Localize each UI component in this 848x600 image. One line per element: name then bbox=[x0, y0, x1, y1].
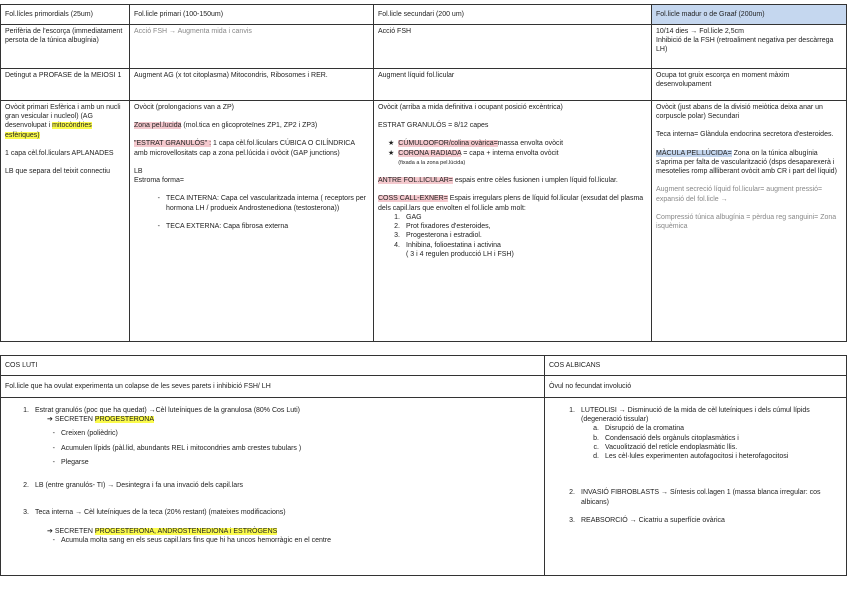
cos-albicans-desc: Òvul no fecundat involució bbox=[545, 376, 847, 398]
primordial-oocyte-text: Ovòcit primari Esfèrica i amb un nucli gran vesicular i nucleol) (AG desenvolupat i mitocòndries esfèriques) bbox=[5, 104, 121, 139]
list-item: 3. Teca interna → Cèl luteíniques de la teca (20% restant) (mateixes modificacions) bbox=[23, 509, 286, 517]
graaf-oocyte-text: Ovòcit (just abans de la divisió meiòtica deixa anar un corpuscle polar) Secundari bbox=[656, 104, 823, 121]
sub-item: d. Les cèl·lules experimenten autofagocitosi i heterofagocitosi bbox=[593, 453, 789, 461]
graaf-inhibition-text: Inhibició de la FSH (retroaliment negativa per descàrrega LH) bbox=[656, 37, 834, 54]
secreten-line: ➔ SECRETEN PROGESTERONA, ANDROSTENEDIONA i ESTRÒGENS bbox=[47, 527, 278, 535]
secundari-oocyte-text: Ovòcit (arriba a mida definitiva i ocupant posició excèntrica) bbox=[378, 104, 563, 111]
sub-item: - Creixen (polièdric) bbox=[52, 430, 118, 438]
list-item: 4. Inhibina, folioestatina i activina bbox=[394, 241, 501, 249]
sub-item: - Plegarse bbox=[52, 458, 89, 466]
header-graaf: Fol.licle madur o de Graaf (200um) bbox=[652, 5, 847, 25]
cos-albicans-detail bbox=[545, 398, 847, 576]
antre-highlight: ANTRE FOL.LICULAR= bbox=[378, 177, 453, 185]
cell-primordial-meiosi: Detingut a PROFASE de la MEIOSI 1 bbox=[1, 69, 130, 101]
list-item: 1. LUTEOLISI → Disminució de la mida de cèl luteíniques i dels cúmul lípids (degeneració tissular) bbox=[569, 407, 810, 424]
secrecio-text: Augment secreció líquid fol.licular= augment pressió= expansió del fol.licle → bbox=[656, 186, 823, 203]
header-secundari: Fol.licle secundari (200 um) bbox=[374, 5, 652, 25]
cell-primari-fsh: Acció FSH → Augmenta mida i canvis bbox=[130, 25, 374, 69]
graaf-size-text: 10/14 dies → Fol.licle 2,5cm bbox=[656, 28, 744, 35]
cumul-oofor-item: ★ CÚMULOOFOR/colina ovàrica=massa envolta ovòcit bbox=[388, 140, 564, 148]
teca-externa-item: - TECA EXTERNA: Capa fibrosa externa bbox=[157, 222, 289, 230]
cos-table bbox=[0, 355, 847, 576]
secreten-line: ➔ SECRETEN PROGESTERONA bbox=[47, 416, 155, 424]
call-exner-highlight: COSS CALL-EXNER= bbox=[378, 195, 448, 203]
sub-item: c. Vacuolització del retícle endoplasmàtic llis. bbox=[593, 443, 738, 451]
primordial-lb-text: LB que separa del teixit connectiu bbox=[5, 168, 111, 176]
follicles-header-row bbox=[1, 5, 847, 25]
header-cos-albicans: COS ALBICANS bbox=[545, 356, 847, 376]
graaf-teca-text: Teca interna= Glàndula endocrina secretora d'esteroides. bbox=[656, 131, 834, 139]
row-structure bbox=[1, 101, 847, 342]
estrat-capes-text: ESTRAT GRANULÓS = 8/12 capes bbox=[378, 122, 489, 130]
estrat-granulos-highlight: "ESTRAT GRANULÓS" : bbox=[134, 140, 212, 148]
list-note: ( 3 i 4 regulen producció LH i FSH) bbox=[406, 250, 514, 258]
progesterona-highlight: PROGESTERONA bbox=[94, 416, 155, 424]
star-icon: ★ bbox=[388, 140, 395, 148]
list-item: 1. Estrat granulós (poc que ha quedat) →Cèl luteíniques de la granulosa (80% Cos Luti) bbox=[23, 407, 300, 414]
row-location bbox=[1, 25, 847, 69]
arrow-icon: ➔ bbox=[47, 416, 53, 424]
mitocondries-highlight: mitocòndries esfèriques) bbox=[5, 122, 92, 139]
cos-luti-desc: Fol.licle que ha ovulat experimenta un colapse de les seves parets i inhibició FSH/ LH bbox=[1, 376, 545, 398]
cell-primordial-structure bbox=[1, 101, 130, 342]
primordial-cells-text: 1 capa cèl.fol.liculars APLANADES bbox=[5, 149, 114, 157]
row-state bbox=[1, 69, 847, 101]
cell-primari-organelles: Augment AG (x tot citoplasma) Mitocondris, Ribosomes i RER. bbox=[130, 69, 374, 101]
list-item: 1. GAG bbox=[394, 213, 422, 221]
cell-primordial-location: Perifèria de l'escorça (immediatament persota de la túnica albugínia) bbox=[1, 25, 130, 69]
list-item: 3. Progesterona i estradiol. bbox=[394, 232, 482, 240]
primari-oocyte-text: Ovòcit (prolongacions van a ZP) bbox=[134, 104, 234, 111]
cos-luti-detail bbox=[1, 398, 545, 576]
header-primari: Fol.licle primari (100-150um) bbox=[130, 5, 374, 25]
list-item: 3. REABSORCIÓ → Cicatriu a superfície ovàrica bbox=[569, 516, 725, 524]
cos-desc-row bbox=[1, 376, 847, 398]
header-cos-luti: COS LUTI bbox=[1, 356, 545, 376]
cos-detail-row bbox=[1, 398, 847, 576]
list-item: 2. INVASIÓ FIBROBLASTS → Síntesis col.lagen 1 (massa blanca irregular: cos albicans) bbox=[569, 489, 821, 506]
cell-secundari-liquid: Augment líquid fol.licular bbox=[374, 69, 652, 101]
sub-item: - Acumulen lípids (pàl.lid, abundants REL i mitocondries amb crestes tubulars ) bbox=[52, 444, 302, 452]
sub-item: a. Disrupció de la cromatina bbox=[593, 425, 684, 433]
macula-highlight: MÀCULA PEL.LÚCIDA= bbox=[656, 149, 732, 157]
cell-graaf-structure bbox=[652, 101, 847, 342]
follicles-table bbox=[0, 4, 847, 342]
antre-text: ANTRE FOL.LICULAR= espais entre cèles fusionen i umplen líquid fol.licular. bbox=[378, 177, 618, 185]
hormones-highlight: PROGESTERONA, ANDROSTENEDIONA i ESTRÒGENS bbox=[94, 527, 278, 535]
lb-text: LB bbox=[134, 167, 143, 175]
teca-interna-item: - TECA INTERNA: Capa cel vascularitzada interna ( receptors per hormona LH / produeix Androstenediona (testosterona)) bbox=[157, 195, 366, 212]
compressio-text: Compressió túnica albugínia = pèrdua reg sanguini= Zona isquèmica bbox=[656, 213, 837, 231]
cos-header-row bbox=[1, 356, 847, 376]
sub-item: - Acumula molta sang en els seus capil.lars fins que hi ha uncos hemorràgic en el centre bbox=[52, 536, 332, 544]
cell-graaf-size bbox=[652, 25, 847, 69]
cell-primari-structure bbox=[130, 101, 374, 342]
list-item: 2. LB (entre granulós- TI) → Desintegra i fa una invació dels capil.lars bbox=[23, 482, 244, 490]
list-item: 2. Prot fixadores d'esteroides, bbox=[394, 223, 491, 231]
cell-graaf-gruix: Ocupa tot gruix escorça en moment màxim desenvolupament bbox=[652, 69, 847, 101]
sub-item: b. Condensació dels orgànuls citoplasmàtics i bbox=[593, 434, 739, 442]
header-primordial: Fol.lícles primordials (25um) bbox=[1, 5, 130, 25]
zona-pellucida-text: Zona pel.lucida (mol.tica en glicoproteïnes ZP1, ZP2 i ZP3) bbox=[134, 122, 318, 130]
macula-text: MÀCULA PEL.LÚCIDA= Zona on la túnica albugínia s'aprima per falta de vascularització (dsps desaparexerà i mesotelies romp allliberant ovòcit amb CR i part del líquid) bbox=[656, 149, 837, 176]
call-exner-text: COSS CALL-EXNER= Espais irregulars plens de líquid fol.licular (exsudat del plasma dels capil.lars que envolten el fol.licle amb molt: bbox=[378, 195, 644, 212]
arrow-icon: ➔ bbox=[47, 527, 53, 535]
estrat-granulos-text: "ESTRAT GRANULÓS" : 1 capa cèl.fol.liculars CÚBICA O CILÍNDRICA amb microvellositats cap a zona pel.lúcida i ovòcit (GAP junctions) bbox=[134, 140, 355, 157]
estroma-text: Estroma forma= bbox=[134, 177, 184, 185]
cell-secundari-fsh: Acció FSH bbox=[374, 25, 652, 69]
corona-radiada-item: ★ CORONA RADIADA = capa + interna envolta ovòcit (fixada a la zona pel.lúcida) bbox=[388, 149, 559, 166]
star-icon: ★ bbox=[388, 149, 395, 157]
cell-secundari-structure bbox=[374, 101, 652, 342]
zona-pellucida-highlight: Zona pel.lucida bbox=[134, 122, 182, 130]
